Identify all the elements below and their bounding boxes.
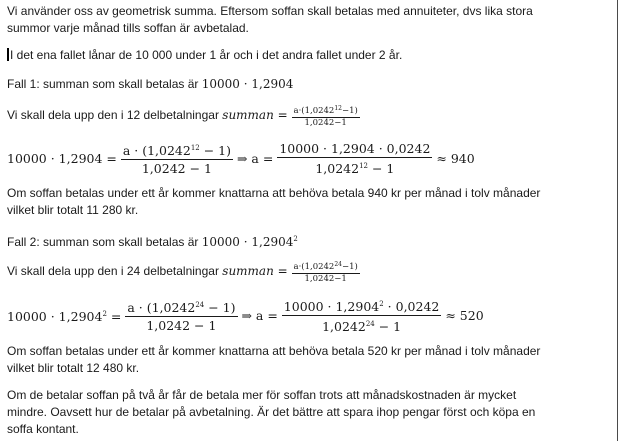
case2-eq2-num-exp: 2 [379, 300, 384, 308]
closing-line-2: mindre. Oavsett hur de betalar på avbetalning. Är det bättre att spara ihop pengar först och köpa en [7, 405, 536, 419]
case2-heading-math: 10000 · 1,2904 [201, 235, 294, 249]
case2-heading-exp: 2 [293, 235, 298, 243]
case1-eq-fraction [121, 140, 233, 177]
case2-eq-lhs-a: 10000 · 1,2904 [7, 309, 103, 324]
case1-split-num-a: a·(1,0242 [293, 105, 335, 116]
case2-eq2-fraction [282, 296, 442, 335]
case2-eq-lhs [7, 309, 125, 324]
case2-conclusion-1: Om soffan betalas under ett år kommer knattarna att behöva betala 520 kr per månad i tolv månader [7, 344, 541, 358]
loan-text: I det ena fallet lånar de 10 000 under 1 år och i det andra fallet under 2 år. [10, 48, 403, 62]
case2-split-num-exp: 24 [334, 260, 342, 268]
case1-split [7, 102, 360, 129]
closing-line-1: Om de betalar soffan på två år får de betala mer för soffan trots att månadskostnaden är mycket [7, 388, 517, 402]
case1-split-den: 1,0242−1 [292, 117, 360, 129]
case1-conclusion-2: vilket blir totalt 11 280 kr. [7, 203, 139, 217]
case1-eq-result: ≈ 940 [432, 151, 475, 166]
case2-eq-num-a: a · (1,0242 [127, 300, 196, 315]
intro-line-1: Vi använder oss av geometrisk summa. Eftersom soffan skall betalas med annuiteter, dvs lika stora [7, 4, 533, 18]
case1-eq-den: 1,0242 − 1 [121, 159, 233, 177]
case2-equation [7, 296, 484, 335]
case1-equation [7, 140, 475, 177]
case1-eq2-den-a: 1,0242 [315, 161, 360, 176]
case2-split-eq: = [273, 264, 292, 278]
case1-split-var: summan [222, 108, 274, 122]
text-cursor [7, 48, 9, 61]
case1-eq2-den-exp: 12 [359, 162, 368, 170]
case2-eq2-den-a: 1,0242 [322, 319, 366, 334]
case1-split-text: Vi skall dela upp den i 12 delbetalningar [7, 108, 223, 122]
case2-split-num-a: a·(1,0242 [293, 261, 335, 272]
case2-eq-fraction [125, 297, 237, 334]
case1-eq2-den-b: − 1 [368, 161, 395, 176]
case1-split-fraction [292, 103, 360, 129]
loan-paragraph [7, 47, 402, 64]
case2-eq2-den-b: − 1 [374, 319, 402, 334]
case1-split-num-b: −1) [341, 105, 358, 116]
case2-split-num-b: −1) [341, 261, 358, 272]
case2-eq2-num-a: 10000 · 1,2904 [283, 299, 380, 314]
case1-eq2-num: 10000 · 1,2904 · 0,0242 [279, 141, 431, 156]
case2-eq-mid: ⇒ a = [237, 308, 282, 323]
case2-split-den: 1,0242−1 [292, 273, 360, 285]
case2-split-text: Vi skall dela upp den i 24 delbetalningar [7, 264, 223, 278]
case2-eq-num-exp: 24 [195, 301, 205, 309]
case1-eq-lhs: 10000 · 1,2904 = [7, 151, 121, 166]
case1-eq-num-a: a · (1,0242 [122, 143, 191, 158]
case1-heading-math: 10000 · 1,2904 [201, 77, 294, 91]
closing-line-3: soffa kontant. [7, 422, 79, 436]
case1-heading [7, 76, 293, 93]
case2-split-var: summan [222, 264, 274, 278]
case1-eq2-fraction [277, 140, 432, 177]
case2-eq2-num-b: · 0,0242 [383, 299, 440, 314]
case2-split [7, 258, 360, 285]
case2-conclusion-2: vilket blir totalt 12 480 kr. [7, 361, 140, 375]
case1-eq-mid: ⇒ a = [233, 151, 278, 166]
case1-split-num-exp: 12 [334, 104, 342, 112]
case2-heading [7, 231, 298, 251]
page-edge [617, 0, 618, 441]
case1-heading-text: Fall 1: summan som skall betalas är [7, 77, 202, 91]
case1-conclusion-1: Om soffan betalas under ett år kommer knattarna att behöva betala 940 kr per månad i tolv månader [7, 186, 541, 200]
case1-eq-num-exp: 12 [190, 144, 200, 152]
case2-eq-lhs-exp: 2 [102, 310, 107, 318]
intro-line-2: summor varje månad tills soffan är avbetalad. [7, 21, 249, 35]
case2-heading-text: Fall 2: summan som skall betalas är [7, 235, 202, 249]
case2-eq-lhs-b: = [106, 309, 126, 324]
case1-eq-num-b: − 1) [199, 143, 232, 158]
case2-eq-result: ≈ 520 [441, 308, 484, 323]
case2-eq-den: 1,0242 − 1 [125, 316, 237, 334]
case2-split-fraction [292, 259, 360, 285]
case1-split-eq: = [273, 108, 292, 122]
case2-eq2-den-exp: 24 [365, 320, 375, 328]
case2-eq-num-b: − 1) [204, 300, 236, 315]
